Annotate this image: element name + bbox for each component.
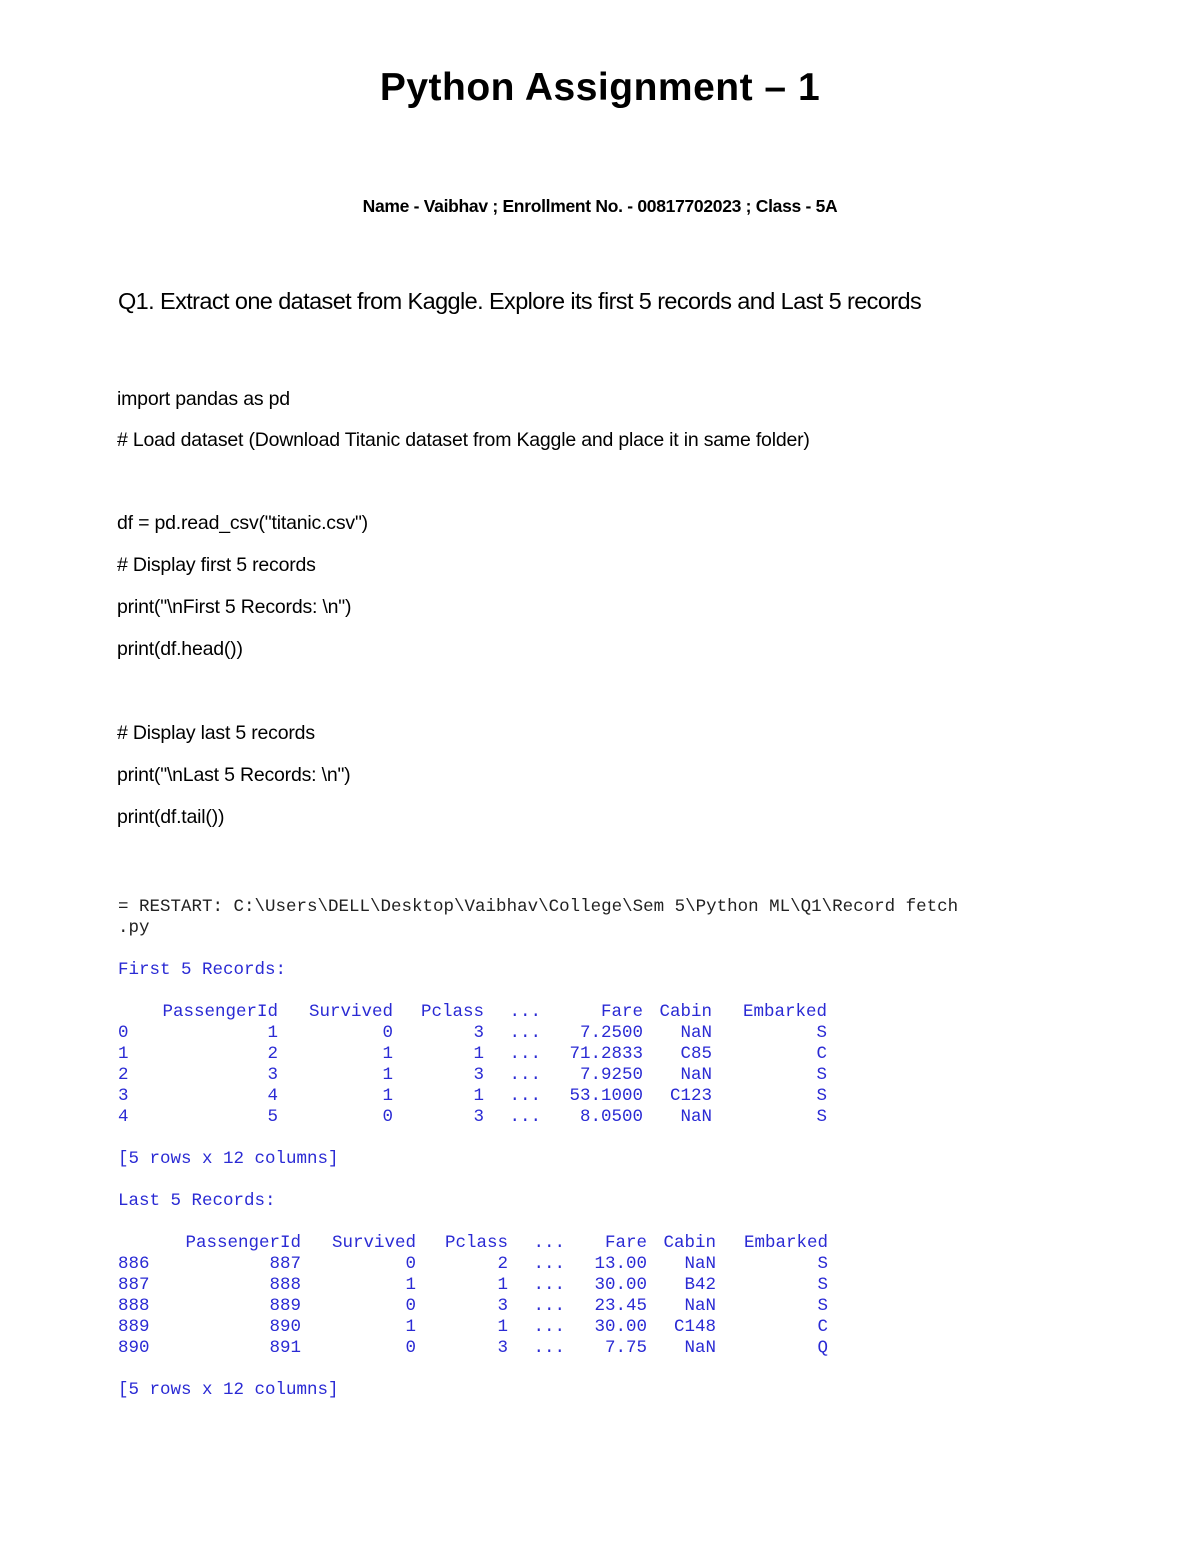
column-header: Pclass [420, 1002, 484, 1022]
table-cell: NaN [684, 1296, 716, 1316]
first-records-table [118, 1002, 827, 1128]
table-cell: 0 [382, 1023, 393, 1043]
table-row [118, 1023, 827, 1044]
table-cell: 30.00 [594, 1317, 647, 1337]
table-row [118, 1275, 828, 1296]
column-header: Survived [308, 1002, 393, 1022]
table-cell: 1 [473, 1086, 484, 1106]
page-title: Python Assignment – 1 [379, 66, 821, 109]
table-cell: 3 [473, 1065, 484, 1085]
table-cell: Q [817, 1338, 828, 1358]
table-cell: S [816, 1086, 827, 1106]
column-header: Pclass [444, 1233, 508, 1253]
table-cell: S [817, 1275, 828, 1295]
table-cell: 2 [497, 1254, 508, 1274]
console-restart-line: = RESTART: C:\Users\DELL\Desktop\Vaibhav\College\Sem 5\Python ML\Q1\Record fetch [118, 897, 959, 917]
table-cell: ... [533, 1254, 565, 1274]
row-index-cell: 889 [118, 1317, 150, 1337]
table-row [118, 1296, 828, 1317]
table-cell: 71.2833 [569, 1044, 643, 1064]
column-header: Embarked [742, 1002, 827, 1022]
table-cell: 13.00 [594, 1254, 647, 1274]
table-cell: 1 [497, 1317, 508, 1337]
column-header: Cabin [663, 1233, 716, 1253]
first-records-heading: First 5 Records: [118, 960, 287, 980]
table-row [118, 1107, 827, 1128]
table-cell: 7.75 [604, 1338, 647, 1358]
table-cell: NaN [680, 1065, 712, 1085]
table-cell: 4 [267, 1086, 278, 1106]
row-index-cell: 0 [118, 1023, 129, 1043]
table-cell: S [817, 1254, 828, 1274]
table-cell: NaN [680, 1107, 712, 1127]
column-header: PassengerId [162, 1002, 278, 1022]
table-row [118, 1065, 827, 1086]
row-index-cell: 1 [118, 1044, 129, 1064]
column-header: Fare [604, 1233, 647, 1253]
column-header: Fare [600, 1002, 643, 1022]
row-index-cell: 887 [118, 1275, 150, 1295]
table-cell: ... [533, 1317, 565, 1337]
code-line: # Display first 5 records [117, 554, 316, 576]
table-cell: 1 [382, 1086, 393, 1106]
row-index-cell: 890 [118, 1338, 150, 1358]
table-cell: ... [509, 1023, 541, 1043]
table-cell: 1 [497, 1275, 508, 1295]
table-cell: ... [533, 1296, 565, 1316]
table-cell: 7.9250 [579, 1065, 643, 1085]
table-cell: 1 [267, 1023, 278, 1043]
column-header: Cabin [659, 1002, 712, 1022]
table-cell: ... [509, 1065, 541, 1085]
table-cell: 3 [497, 1338, 508, 1358]
table-header-row [118, 1002, 827, 1023]
table-cell: 3 [473, 1023, 484, 1043]
question-heading: Q1. Extract one dataset from Kaggle. Explore its first 5 records and Last 5 records [118, 288, 922, 314]
row-index-cell: 4 [118, 1107, 129, 1127]
table-cell: 888 [269, 1275, 301, 1295]
row-index-cell: 886 [118, 1254, 150, 1274]
table-cell: 7.2500 [579, 1023, 643, 1043]
table-cell: 30.00 [594, 1275, 647, 1295]
table-cell: NaN [680, 1023, 712, 1043]
table-cell: 0 [405, 1254, 416, 1274]
table-row [118, 1338, 828, 1359]
column-header [118, 1002, 160, 1023]
table-row [118, 1254, 828, 1275]
code-line: print(df.head()) [117, 638, 243, 660]
table-cell: S [816, 1107, 827, 1127]
table-cell: 0 [405, 1338, 416, 1358]
table-cell: ... [509, 1044, 541, 1064]
table-header-row [118, 1233, 828, 1254]
table-cell: C85 [680, 1044, 712, 1064]
table-cell: NaN [684, 1338, 716, 1358]
code-line: df = pd.read_csv("titanic.csv") [117, 512, 368, 534]
column-header [118, 1233, 163, 1254]
last-shape-note: [5 rows x 12 columns] [118, 1380, 339, 1400]
table-cell: 3 [497, 1296, 508, 1316]
last-records-heading: Last 5 Records: [118, 1191, 276, 1211]
column-header: PassengerId [185, 1233, 301, 1253]
table-cell: 1 [405, 1275, 416, 1295]
table-cell: 890 [269, 1317, 301, 1337]
table-cell: 1 [473, 1044, 484, 1064]
table-cell: 3 [473, 1107, 484, 1127]
code-line: # Load dataset (Download Titanic dataset from Kaggle and place it in same folder) [117, 429, 810, 451]
table-cell: 0 [405, 1296, 416, 1316]
console-restart-cont: .py [118, 918, 150, 938]
table-cell: ... [509, 1107, 541, 1127]
table-row [118, 1044, 827, 1065]
table-cell: B42 [684, 1275, 716, 1295]
table-cell: 1 [382, 1065, 393, 1085]
column-header: Survived [331, 1233, 416, 1253]
table-cell: 3 [267, 1065, 278, 1085]
table-cell: C [817, 1317, 828, 1337]
column-header: ... [533, 1233, 565, 1253]
table-cell: 8.0500 [579, 1107, 643, 1127]
table-cell: 889 [269, 1296, 301, 1316]
table-cell: 1 [382, 1044, 393, 1064]
code-line: print("\nFirst 5 Records: \n") [117, 596, 352, 618]
table-row [118, 1086, 827, 1107]
table-cell: ... [533, 1338, 565, 1358]
table-cell: C [816, 1044, 827, 1064]
table-cell: 2 [267, 1044, 278, 1064]
table-cell: 0 [382, 1107, 393, 1127]
table-cell: 53.1000 [569, 1086, 643, 1106]
student-info: Name - Vaibhav ; Enrollment No. - 00817702023 ; Class - 5A [362, 196, 838, 216]
table-cell: 23.45 [594, 1296, 647, 1316]
first-shape-note: [5 rows x 12 columns] [118, 1149, 339, 1169]
table-cell: 5 [267, 1107, 278, 1127]
table-cell: 887 [269, 1254, 301, 1274]
last-records-table [118, 1233, 828, 1359]
table-cell: S [816, 1065, 827, 1085]
table-cell: ... [533, 1275, 565, 1295]
row-index-cell: 2 [118, 1065, 129, 1085]
code-line: print(df.tail()) [117, 806, 225, 828]
table-cell: C148 [673, 1317, 716, 1337]
table-cell: 891 [269, 1338, 301, 1358]
row-index-cell: 3 [118, 1086, 129, 1106]
table-row [118, 1317, 828, 1338]
code-line: # Display last 5 records [117, 722, 315, 744]
table-cell: ... [509, 1086, 541, 1106]
column-header: Embarked [743, 1233, 828, 1253]
code-line: import pandas as pd [117, 388, 290, 410]
row-index-cell: 888 [118, 1296, 150, 1316]
table-cell: NaN [684, 1254, 716, 1274]
column-header: ... [509, 1002, 541, 1022]
table-cell: S [816, 1023, 827, 1043]
table-cell: C123 [669, 1086, 712, 1106]
table-cell: 1 [405, 1317, 416, 1337]
table-cell: S [817, 1296, 828, 1316]
code-line: print("\nLast 5 Records: \n") [117, 764, 351, 786]
